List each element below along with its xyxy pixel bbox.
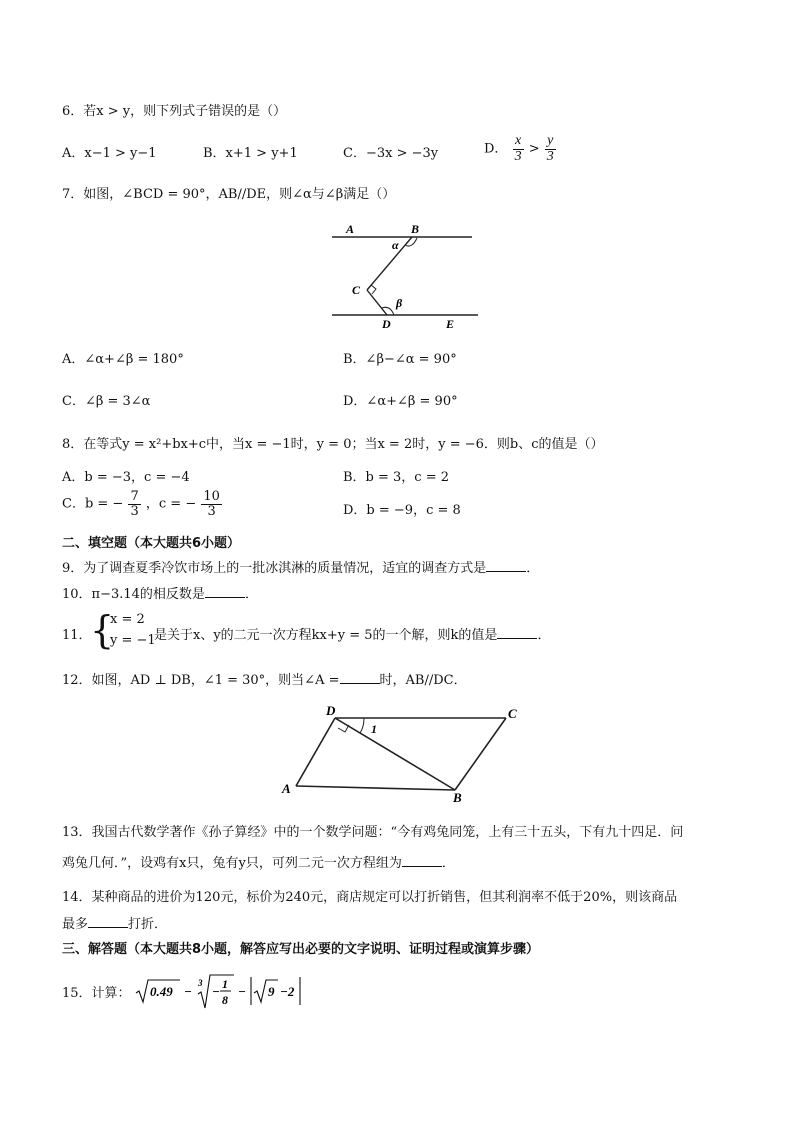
q7-option-d: D．∠α+∠β = 90°	[343, 394, 458, 409]
q6-option-c: C．−3x > −3y	[343, 146, 439, 161]
q7-label-alpha: α	[392, 238, 399, 252]
q7-label-d: D	[382, 317, 391, 331]
q12-answer-blank	[340, 671, 380, 684]
q12-label-b: B	[453, 790, 462, 805]
q14-line-2: 最多 打折．	[62, 917, 168, 932]
q6-option-a: A．x−1 > y−1	[62, 146, 157, 161]
q13-line-2: 鸡兔几何．”，设鸡有x只，兔有y只，可列二元一次方程组为 ．	[62, 856, 455, 871]
q7-option-c: C．∠β = 3∠α	[62, 394, 151, 409]
q8-c-fraction-c: $\frac{10}{3}$	[203, 489, 220, 519]
q7-label-a: A	[346, 222, 355, 236]
q15-expression	[134, 972, 364, 1012]
q8-option-c: C．b = − $\frac{7}{3}$ ，c = − $\frac{10}{3}$	[62, 489, 220, 519]
q8-option-a: A．b = −3，c = −4	[62, 470, 190, 485]
q6-option-b: B．x+1 > y+1	[203, 146, 298, 161]
q11-line-2: y = −1	[110, 633, 156, 648]
q7-stem: 7．如图，∠BCD = 90°，AB//DE，则∠α与∠β满足（）	[62, 187, 396, 202]
q12-figure	[280, 702, 530, 806]
q14-answer-blank	[88, 915, 128, 928]
q9: 9．为了调查夏季冷饮市场上的一批冰淇淋的质量情况，适宜的调查方式是 ．	[62, 561, 540, 576]
q7-option-b: B．∠β−∠α = 90°	[343, 352, 457, 367]
q8-c-fraction-b: $\frac{7}{3}$	[130, 489, 139, 519]
q12-label-d: D	[326, 703, 336, 718]
q8-stem: 8．在等式y = x²+bx+c中，当x = −1时，y = 0；当x = 2时，y = −6．则b、c的值是（）	[62, 437, 604, 452]
q15-cube-denominator: 8	[222, 993, 228, 1007]
q7-label-c: C	[352, 283, 361, 297]
q15-minus-1: −	[184, 984, 192, 999]
section-3-heading: 三、解答题（本大题共8小题，解答应写出必要的文字说明、证明过程或演算步骤）	[62, 942, 540, 957]
q12-label-a: A	[282, 781, 291, 796]
q15-abs-rest: −2	[280, 984, 295, 999]
q15-minus-2: −	[238, 984, 246, 999]
q9-answer-blank	[486, 559, 526, 572]
q7-label-b: B	[411, 222, 420, 236]
q6-option-d: D． $\frac{x}{3}$ > $\frac{y}{3}$	[484, 133, 554, 164]
q15-abs-sqrt-radicand: 9	[268, 984, 275, 999]
q11-line-1: x = 2	[110, 612, 145, 627]
q15-cube-numerator: 1	[222, 977, 228, 991]
q13-answer-blank	[402, 854, 442, 867]
q7-option-a: A．∠α+∠β = 180°	[62, 352, 184, 367]
q6-stem: 6．若x > y，则下列式子错误的是（）	[62, 104, 287, 119]
q12-label-c: C	[508, 706, 517, 721]
q10-answer-blank	[205, 585, 245, 598]
q7-label-beta: β	[396, 296, 403, 310]
q7-figure	[330, 222, 482, 332]
q11-answer-blank	[497, 626, 537, 639]
q8-option-b: B．b = 3，c = 2	[343, 470, 450, 485]
section-2-heading: 二、填空题（本大题共6小题）	[62, 536, 241, 551]
q12-label-one: 1	[371, 722, 377, 736]
q8-option-d: D．b = −9，c = 8	[343, 503, 461, 518]
q15-cube-sign: −	[212, 984, 220, 999]
q15-sqrt-radicand: 0.49	[150, 984, 173, 999]
q6-d-left-fraction: $\frac{x}{3}$	[514, 133, 522, 164]
q6-d-right-fraction: $\frac{y}{3}$	[546, 133, 554, 164]
q12: 12．如图，AD ⊥ DB，∠1 = 30°，则当∠A = 时，AB//DC．	[62, 673, 467, 688]
q7-label-e: E	[446, 317, 455, 331]
q10: 10．π−3.14的相反数是 ．	[62, 587, 258, 602]
q13-line-1: 13．我国古代数学著作《孙子算经》中的一个数学问题：“今有鸡兔同笼，上有三十五头，下有九十四足．问	[62, 825, 684, 840]
q14-line-1: 14．某种商品的进价为120元，标价为240元，商店规定可以打折销售，但其利润率不低于20%，则该商品	[62, 890, 678, 905]
q11-system-brace: {	[90, 608, 115, 652]
q15-cube-index: 3	[198, 978, 203, 988]
